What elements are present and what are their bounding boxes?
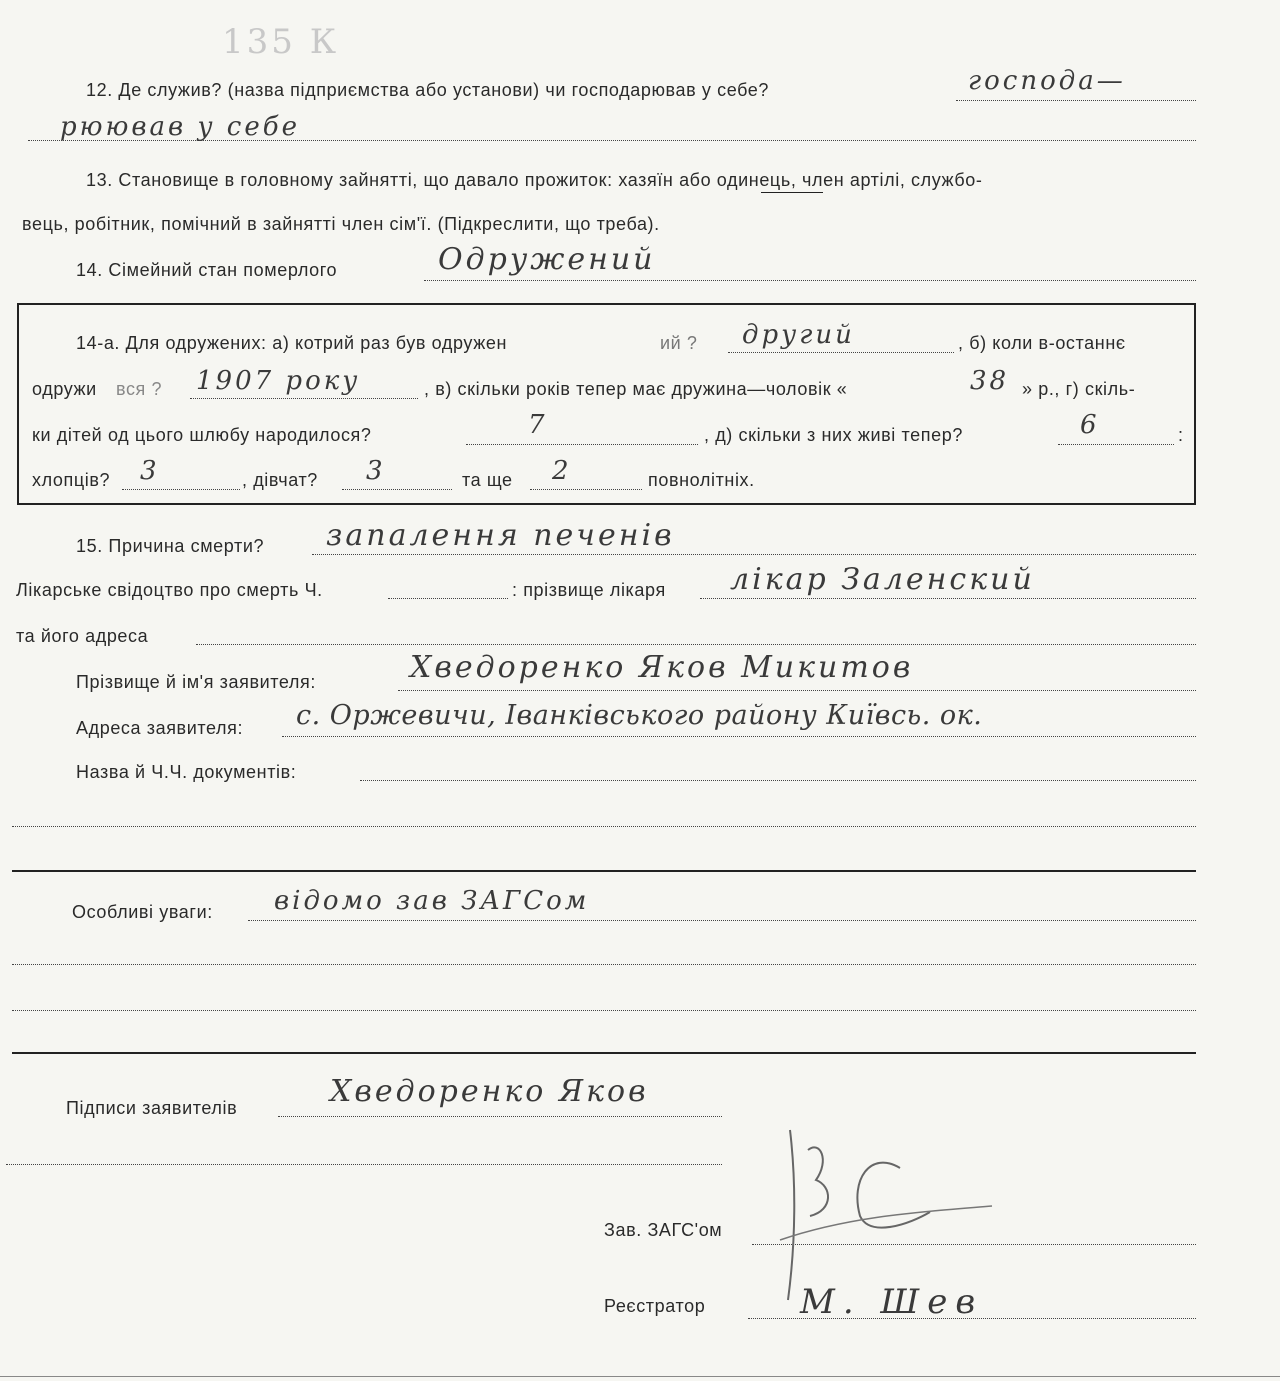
q14a-line2-c: » р., г) скіль- (1022, 379, 1136, 399)
applicant-name-line (398, 690, 1196, 691)
notes-line-3 (12, 1010, 1196, 1011)
doctor-certificate-label: Лікарське свідоцтво про смерть Ч. (16, 580, 323, 600)
q14a-line4-end: повнолітніх. (648, 470, 755, 490)
q13-line-2: вець, робітник, помічний в зайнятті член сім'ї. (Підкреслити, що треба). (22, 214, 660, 234)
q14a-children-born-line (466, 444, 698, 445)
q14a-girls: 3 (366, 456, 386, 486)
q14a-line1-label: 14-а. Для одружених: а) котрий раз був одружен (76, 333, 507, 353)
q14a-boys-label: хлопців? (32, 470, 111, 490)
q14a-line3-b: , д) скільки з них живі тепер? (704, 425, 963, 445)
applicant-address: с. Оржевичи, Іванківського району Київсь. ок. (296, 700, 983, 731)
applicants-signature: Хведоренко Яков (330, 1074, 649, 1109)
q14a-marriage-year: 1907 року (196, 366, 361, 396)
notes-label: Особливі уваги: (72, 902, 213, 922)
q14a-line1-b: , б) коли в-останнє (958, 333, 1126, 353)
q14-label: 14. Сімейний стан померлого (76, 260, 338, 280)
q15-answer: запалення печенів (326, 518, 675, 553)
applicant-name: Хведоренко Яков Микитов (410, 650, 914, 685)
q14a-line1-suffix: ий ? (660, 333, 698, 353)
q14a-girls-label: , дівчат? (242, 470, 318, 490)
applicant-name-label: Прізвище й ім'я заявителя: (76, 672, 316, 692)
doctor-address-line (196, 644, 1196, 645)
doctor-certificate-number-line (388, 598, 508, 599)
q14a-minors: 2 (552, 456, 572, 486)
q14a-more-label: та ще (462, 470, 513, 490)
q14a-children-alive: 6 (1080, 410, 1100, 440)
applicant-address-line (282, 736, 1196, 737)
q14-answer: Одружений (438, 242, 656, 277)
section-divider-1 (12, 870, 1196, 872)
applicant-address-label: Адреса заявителя: (76, 718, 244, 738)
q15-label: 15. Причина смерти? (76, 536, 265, 556)
q14a-children-alive-line (1058, 444, 1174, 445)
q15-answer-line (312, 554, 1196, 555)
q12-label: 12. Де служив? (назва підприємства або установи) чи господарював у себе? (86, 80, 770, 100)
q14a-line3-c: : (1178, 425, 1184, 445)
doctor-surname-label: : прізвище лікаря (512, 580, 666, 600)
registrar-signature: М. Шев (800, 1282, 984, 1322)
q13-line-1: 13. Становище в головному зайнятті, що давало прожиток: хазяїн або одинець, член артілі, службо- (86, 170, 983, 190)
doctor-surname: лікар Заленский (730, 562, 1035, 597)
q14a-line3-label: ки дітей од цього шлюбу народилося? (32, 425, 372, 445)
q14a-marriage-year-line (190, 398, 418, 399)
applicant-docs-line (360, 780, 1196, 781)
q12-answer-2: рюював у себе (60, 112, 301, 142)
q14a-line2-label: одружи (32, 379, 97, 399)
q14a-minors-line (530, 489, 642, 490)
doctor-address-label: та його адреса (16, 626, 149, 646)
q14-answer-line (424, 280, 1196, 281)
notes-line-1 (248, 920, 1196, 921)
q13-underline-owner (761, 192, 823, 193)
q14a-marriage-count: другий (742, 320, 855, 350)
notes-answer: відомо зав ЗАГСом (274, 886, 590, 916)
faint-stamp: 135 К (222, 22, 340, 62)
notes-line-2 (12, 964, 1196, 965)
applicant-docs-label: Назва й Ч.Ч. документів: (76, 762, 297, 782)
applicants-signature-line-2 (6, 1164, 722, 1165)
registry-head-label: Зав. ЗАГС'ом (604, 1220, 723, 1240)
applicants-signature-line (278, 1116, 722, 1117)
doctor-surname-line (700, 598, 1196, 599)
q12-answer-1: господа— (968, 66, 1126, 96)
registrar-label: Реєстратор (604, 1296, 706, 1316)
q14a-line2-b: , в) скільки років тепер має дружина—чоловік « (424, 379, 848, 399)
q14a-line2-suffix: вся ? (116, 379, 163, 399)
q14a-marriage-count-line (728, 352, 954, 353)
applicant-docs-line-2 (12, 826, 1196, 827)
q14a-spouse-age: 38 (970, 366, 1010, 396)
section-divider-2 (12, 1052, 1196, 1054)
q12-answer-line-1 (956, 100, 1196, 101)
q14a-girls-line (342, 489, 452, 490)
applicants-signature-label: Підписи заявителів (66, 1098, 238, 1118)
q14a-children-born: 7 (528, 410, 548, 440)
q14a-boys-line (122, 489, 240, 490)
q14a-boys: 3 (140, 456, 160, 486)
bottom-rule (0, 1376, 1280, 1377)
